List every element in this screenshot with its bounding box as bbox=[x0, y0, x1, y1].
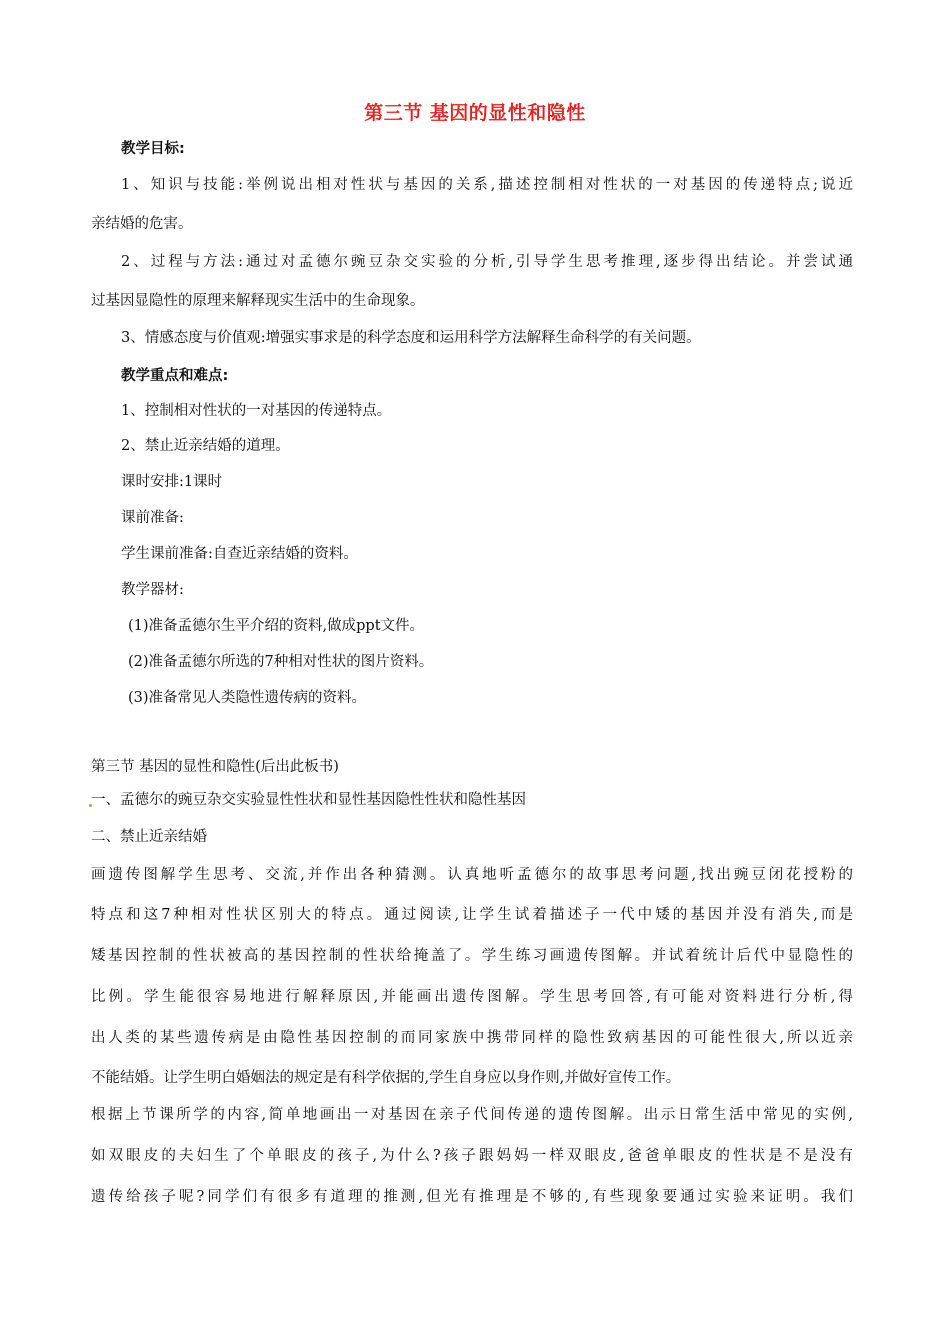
body-p2-line-3: 遗传给孩子呢?同学们有很多有道理的推测,但光有推理是不够的,有些现象要通过实验来证明。我们 bbox=[91, 1189, 853, 1205]
material-3: (3)准备常见人类隐性遗传病的资料。 bbox=[128, 690, 367, 706]
material-1: (1)准备孟德尔生平介绍的资料,做成ppt文件。 bbox=[128, 618, 425, 634]
body-p1-line-1: 画遗传图解学生思考、交流,并作出各种猜测。认真地听孟德尔的故事思考问题,找出豌豆闭花授粉的 bbox=[91, 867, 853, 883]
materials-heading: 教学器材: bbox=[121, 582, 184, 598]
board-point-1: 一、孟德尔的豌豆杂交实验显性性状和显性基因隐性性状和隐性基因 bbox=[91, 792, 526, 808]
objectives-heading: 教学目标: bbox=[121, 141, 185, 157]
body-p2-line-2: 如双眼皮的夫妇生了个单眼皮的孩子,为什么?孩子跟妈妈一样双眼皮,爸爸单眼皮的性状是不是没有 bbox=[91, 1148, 853, 1164]
body-p1-line-4: 比例。学生能很容易地进行解释原因,并能画出遗传图解。学生思考回答,有可能对资料进行分析,得 bbox=[91, 989, 853, 1005]
body-p2-line-1: 根据上节课所学的内容,简单地画出一对基因在亲子代间传递的遗传图解。出示日常生活中常见的实例, bbox=[91, 1107, 853, 1123]
page-title: 第三节 基因的显性和隐性 bbox=[364, 102, 586, 124]
objective-1-line-2: 亲结婚的危害。 bbox=[91, 216, 193, 232]
key-point-1: 1、控制相对性状的一对基因的传递特点。 bbox=[121, 403, 392, 419]
student-prep: 学生课前准备:自查近亲结婚的资料。 bbox=[121, 546, 358, 562]
board-heading: 第三节 基因的显性和隐性(后出此板书) bbox=[91, 759, 339, 775]
board-point-2: 二、禁止近亲结婚 bbox=[91, 829, 207, 845]
key-point-2: 2、禁止近亲结婚的道理。 bbox=[121, 438, 290, 454]
objective-2-line-2: 过基因显隐性的原理来解释现实生活中的生命现象。 bbox=[91, 293, 425, 309]
schedule: 课时安排:1课时 bbox=[121, 474, 223, 490]
body-p1-line-6: 不能结婚。让学生明白婚姻法的规定是有科学依据的,学生自身应以身作则,并做好宣传工作。 bbox=[91, 1070, 681, 1086]
material-2: (2)准备孟德尔所选的7种相对性状的图片资料。 bbox=[128, 654, 434, 670]
body-p1-line-3: 矮基因控制的性状被高的基因控制的性状给掩盖了。学生练习画遗传图解。并试着统计后代中显隐性的 bbox=[91, 948, 853, 964]
objective-3: 3、情感态度与价值观:增强实事求是的科学态度和运用科学方法解释生命科学的有关问题。 bbox=[121, 330, 701, 346]
body-p1-line-2: 特点和这7种相对性状区别大的特点。通过阅读,让学生试着描述子一代中矮的基因并没有消失,而是 bbox=[91, 907, 853, 923]
key-points-heading: 教学重点和难点: bbox=[121, 368, 229, 384]
objective-1-line-1: 1、知识与技能:举例说出相对性状与基因的关系,描述控制相对性状的一对基因的传递特点;说近 bbox=[121, 177, 853, 193]
prep-heading: 课前准备: bbox=[121, 510, 184, 526]
body-p1-line-5: 出人类的某些遗传病是由隐性基因控制的而同家族中携带同样的隐性致病基因的可能性很大,所以近亲 bbox=[91, 1030, 853, 1046]
objective-2-line-1: 2、过程与方法:通过对孟德尔豌豆杂交实验的分析,引导学生思考推理,逐步得出结论。并尝试通 bbox=[121, 254, 853, 270]
